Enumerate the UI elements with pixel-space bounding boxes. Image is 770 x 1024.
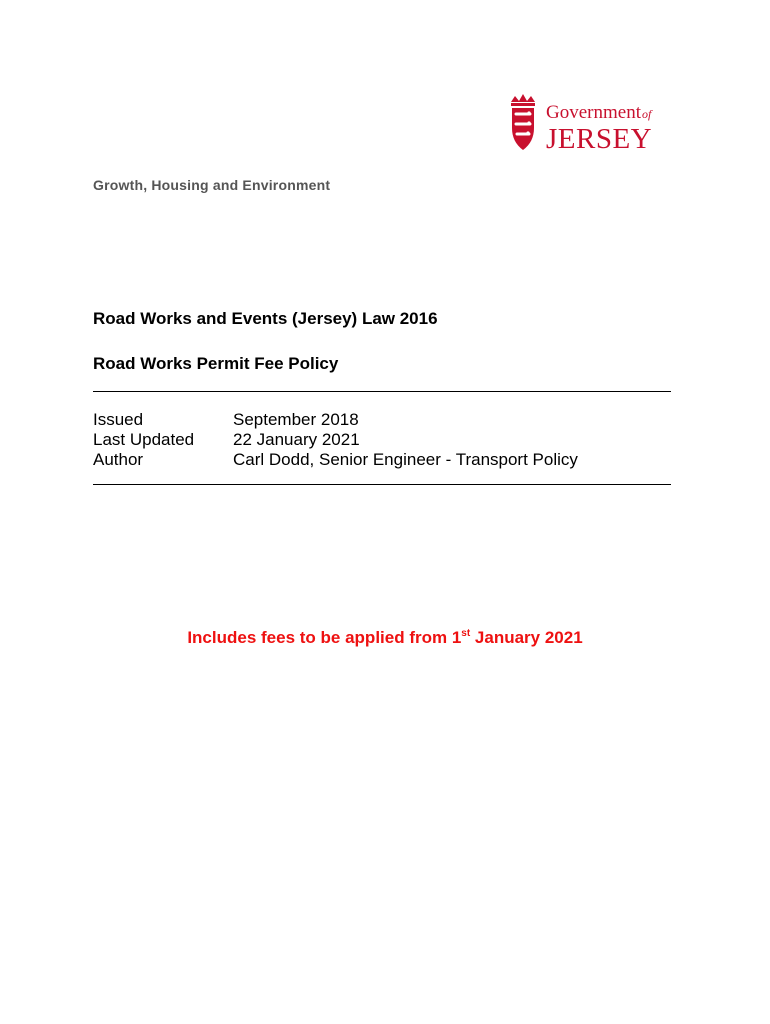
- notice-text: Includes fees to be applied from 1: [187, 628, 462, 647]
- department-name: Growth, Housing and Environment: [93, 177, 331, 193]
- meta-value: 22 January 2021: [233, 430, 360, 449]
- document-metadata: [93, 410, 671, 470]
- logo-line1: Government: [546, 102, 641, 123]
- meta-row-author: [93, 450, 671, 470]
- jersey-crest-icon: [506, 94, 676, 156]
- policy-title: Road Works Permit Fee Policy: [93, 354, 339, 373]
- meta-value: September 2018: [233, 410, 359, 429]
- meta-label: Issued: [93, 410, 144, 429]
- meta-row-last-updated: [93, 430, 671, 450]
- fees-notice: [0, 628, 770, 648]
- meta-label: Author: [93, 450, 144, 469]
- logo-line1-suffix: of: [642, 107, 652, 121]
- notice-ordinal-suffix: st: [461, 628, 471, 639]
- notice-text-end: January 2021: [470, 628, 583, 647]
- law-title: Road Works and Events (Jersey) Law 2016: [93, 309, 438, 328]
- meta-value: Carl Dodd, Senior Engineer - Transport Policy: [233, 450, 578, 469]
- meta-label: Last Updated: [93, 430, 195, 449]
- government-of-jersey-logo: [506, 94, 676, 156]
- logo-line2: JERSEY: [546, 123, 653, 155]
- bottom-divider: [93, 484, 671, 485]
- top-divider: [93, 391, 671, 392]
- meta-row-issued: [93, 410, 671, 430]
